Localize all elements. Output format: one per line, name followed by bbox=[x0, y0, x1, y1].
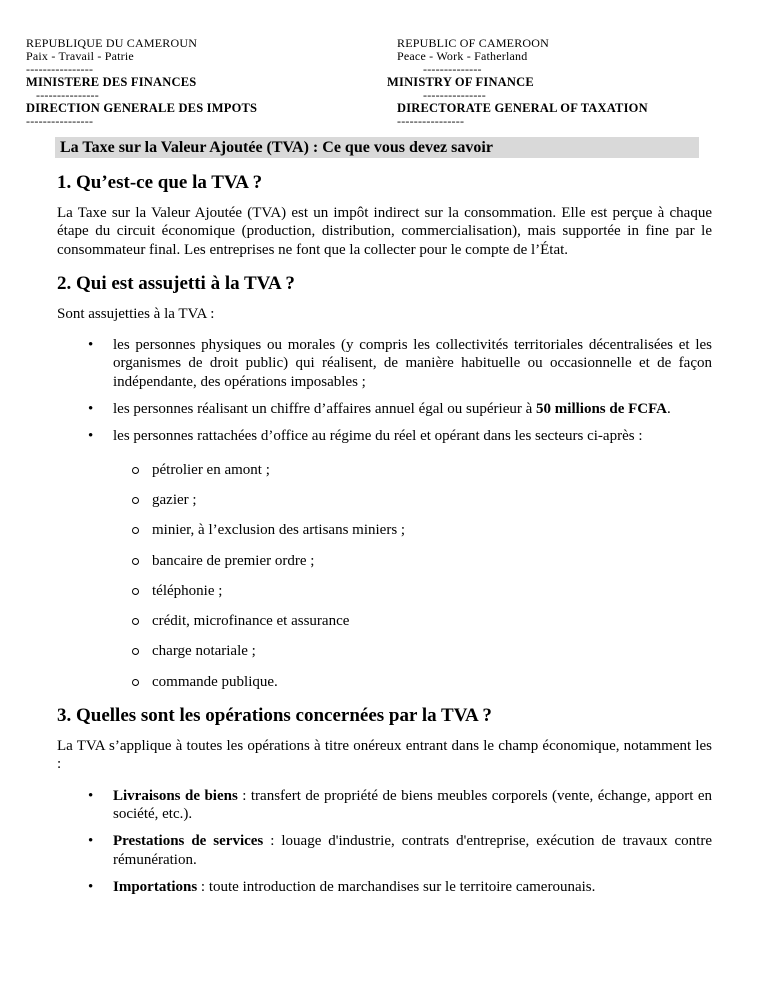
section-1-heading: 1. Qu’est-ce que la TVA ? bbox=[57, 172, 263, 193]
list-item bbox=[57, 552, 712, 570]
motto-line-fr: Paix - Travail - Patrie bbox=[26, 49, 134, 63]
ministry-line-fr: MINISTERE DES FINANCES bbox=[26, 75, 197, 89]
list-item bbox=[57, 461, 712, 479]
list-item bbox=[57, 673, 712, 691]
list-item-text: gazier ; bbox=[152, 491, 197, 508]
operations-list bbox=[57, 787, 712, 896]
section-2-heading: 2. Qui est assujetti à la TVA ? bbox=[57, 272, 295, 294]
letterhead bbox=[26, 37, 742, 128]
list-item-text: téléphonie ; bbox=[152, 582, 223, 599]
list-item-text: : louage d'industrie, contrats d'entreprise, exécution de travaux contre rémunération. bbox=[113, 833, 712, 868]
list-item bbox=[57, 491, 712, 509]
list-item-text: les personnes physiques ou morales (y compris les collectivités territoriales décentralisées et les organismes de droit public) qui réalisent, de manière habituelle ou occasionnelle et de façon indépendante, des opérations imposables ; bbox=[113, 337, 712, 390]
ministry-line-en: MINISTRY OF FINANCE bbox=[387, 75, 534, 89]
list-item bbox=[57, 832, 712, 869]
divider-dashes: ---------------- bbox=[397, 114, 465, 128]
list-item-text: crédit, microfinance et assurance bbox=[152, 613, 350, 630]
divider-dashes: --------------- bbox=[36, 88, 99, 102]
list-item-text: : transfert de propriété de biens meubles corporels (vente, échange, apport en société, etc.). bbox=[113, 787, 712, 822]
list-item-text: commande publique. bbox=[152, 673, 278, 690]
letterhead-english-column bbox=[387, 36, 742, 128]
section-1-paragraph: La Taxe sur la Valeur Ajoutée (TVA) est un impôt indirect sur la consommation. Elle est perçue à chaque étape du circuit économique (production, distribution, commercialisation), mais supportée in fine par le consommateur final. Les entreprises ne font que la collecter pour le compte de l’État. bbox=[57, 205, 712, 258]
taxable-persons-list bbox=[57, 336, 712, 445]
operation-type: Livraisons de biens bbox=[113, 787, 238, 804]
operation-type: Importations bbox=[113, 878, 198, 895]
list-item-text: les personnes réalisant un chiffre d’affaires annuel égal ou supérieur à bbox=[113, 401, 537, 418]
letterhead-french-column bbox=[26, 37, 397, 128]
section-3-paragraph: La TVA s’applique à toutes les opérations à titre onéreux entrant dans le champ économique, notamment les : bbox=[57, 738, 712, 773]
list-item-text: pétrolier en amont ; bbox=[152, 461, 270, 478]
threshold-amount: 50 millions de FCFA bbox=[536, 401, 668, 418]
document-body bbox=[57, 137, 712, 905]
list-item bbox=[57, 582, 712, 600]
list-item-text: les personnes rattachées d’office au régime du réel et opérant dans les secteurs ci-après : bbox=[113, 428, 643, 445]
sectors-sublist bbox=[57, 461, 712, 691]
list-item bbox=[57, 787, 712, 824]
divider-dashes: ---------------- bbox=[26, 62, 94, 76]
list-item-text: charge notariale ; bbox=[152, 643, 256, 660]
operation-type: Prestations de services bbox=[113, 833, 264, 850]
list-item-text: . bbox=[667, 401, 671, 418]
section-3-heading: 3. Quelles sont les opérations concernées par la TVA ? bbox=[57, 705, 492, 727]
list-item bbox=[57, 612, 712, 630]
directorate-line-en: DIRECTORATE GENERAL OF TAXATION bbox=[397, 101, 648, 115]
divider-dashes: ---------------- bbox=[26, 114, 94, 128]
list-item-text: minier, à l’exclusion des artisans miniers ; bbox=[152, 522, 406, 539]
list-item bbox=[57, 878, 712, 896]
list-item-text: bancaire de premier ordre ; bbox=[152, 552, 315, 569]
list-item bbox=[57, 427, 712, 445]
document-title-band: La Taxe sur la Valeur Ajoutée (TVA) : Ce que vous devez savoir bbox=[55, 137, 699, 158]
list-item bbox=[57, 336, 712, 391]
motto-line-en: Peace - Work - Fatherland bbox=[397, 49, 528, 63]
republic-line-fr: REPUBLIQUE DU CAMEROUN bbox=[26, 36, 198, 50]
list-item bbox=[57, 642, 712, 660]
republic-line-en: REPUBLIC OF CAMEROON bbox=[397, 36, 550, 50]
list-item-text: : toute introduction de marchandises sur le territoire camerounais. bbox=[197, 878, 596, 895]
divider-dashes: --------------- bbox=[423, 88, 486, 102]
section-2-intro: Sont assujetties à la TVA : bbox=[57, 305, 215, 322]
divider-dashes: -------------- bbox=[423, 62, 482, 76]
list-item bbox=[57, 521, 712, 539]
directorate-line-fr: DIRECTION GENERALE DES IMPOTS bbox=[26, 101, 258, 115]
list-item bbox=[57, 400, 712, 418]
